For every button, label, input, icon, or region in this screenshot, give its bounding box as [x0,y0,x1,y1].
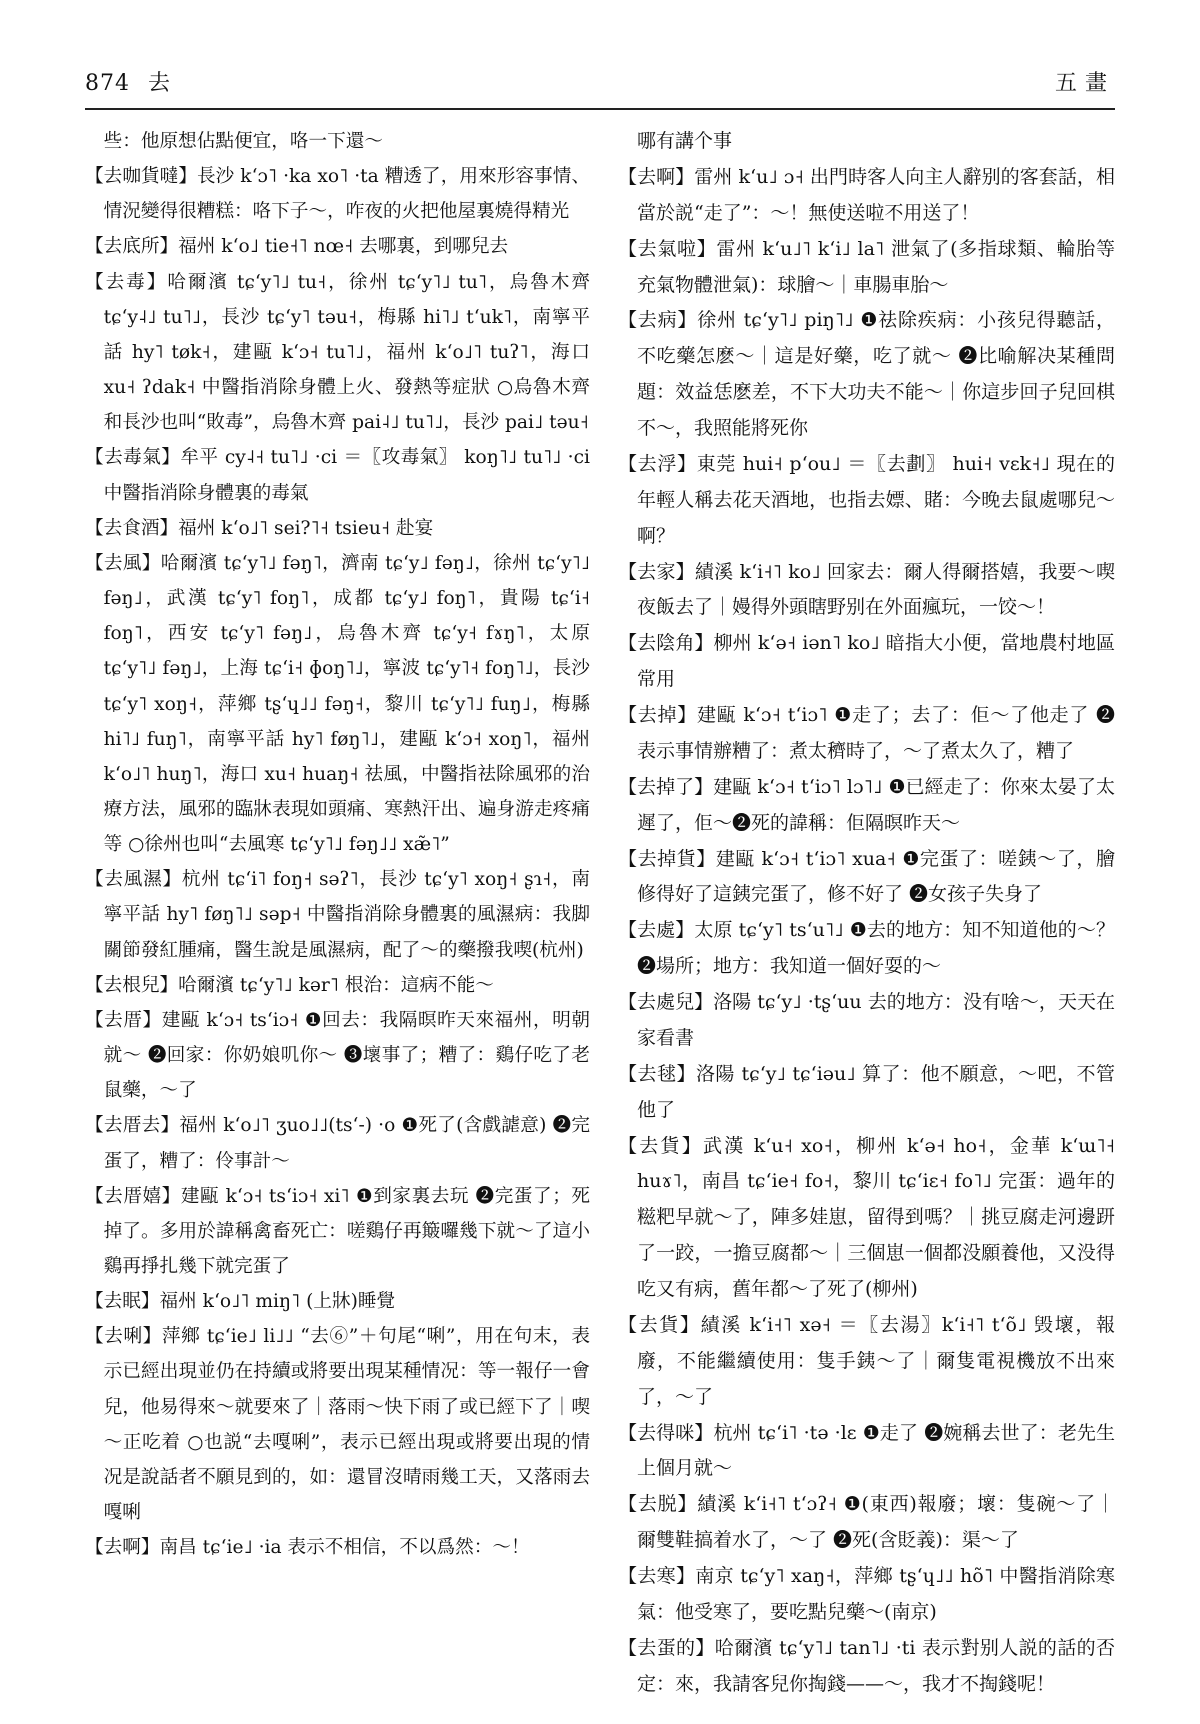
right-column [618,124,1115,1703]
dictionary-entry: 【去掉了】建甌 kʻɔ˧ tʻiɔ˥ lɔ˥˩ ❶已經走了：你來太晏了太遲了，佢～❷死的諱稱：佢隔暝昨天～ [618,775,1115,834]
dictionary-entry: 【去食酒】福州 kʻo˩˥ sei?˥˧ tsieu˧ 赴宴 [85,517,434,539]
page-header [85,66,1115,106]
dictionary-entry: 【去處】太原 tɕʻy˥ tsʻu˥˩ ❶去的地方：知不知道他的～？ ❷場所；地方：我知道一個好耍的～ [618,919,1115,978]
dictionary-entry: 【去毒】哈爾濱 tɕʻy˥˩ tu˧，徐州 tɕʻy˥˩ tu˥，烏魯木齊 tɕʻy˨˩ tu˥˩，長沙 tɕʻy˥ təu˧，梅縣 hi˥˩ tʻuk˥，南寧平話 hy˥ tøk˧，建甌 kʻɔ˧ tu˥˩，福州 kʻo˩˥ tuʔ˥，海口 xu˧ ʔdak˧ 中醫指消除身體上火、發熱等症狀 ○烏魯木齊和長沙也叫“敗毒”，烏魯木齊 pai˨˩ tu˥˩，長沙 pai˩ təu˧ [85,271,590,434]
dictionary-entry: 【去啊】雷州 kʻu˩ ɔ˧ 出門時客人向主人辭别的客套話，相當於説“走了”：～！無使送啦不用送了！ [618,165,1115,224]
dictionary-entry: 【去得咪】杭州 tɕʻi˥ ·tə ·lɛ ❶走了 ❷婉稱去世了：老先生上個月就～ [618,1421,1115,1480]
dictionary-entry: 些：他原想佔點便宜，咯一下還～ [103,131,384,152]
dictionary-entry: 【去厝】建甌 kʻɔ˧ tsʻiɔ˧ ❶回去：我隔暝昨天來福州，明朝就～ ❷回家：你奶娘叽你～ ❸壞事了；糟了：鷄仔吃了老鼠藥，～了 [85,1009,590,1102]
dictionary-entry: 【去厝嬉】建甌 kʻɔ˧ tsʻiɔ˧ xi˥ ❶到家裏去玩 ❷完蛋了；死掉了。多用於諱稱禽畜死亡：嗟鷄仔再簸囉幾下就～了這小鷄再掙扎幾下就完蛋了 [85,1185,590,1277]
dictionary-entry: 【去浮】東莞 hui˧ pʻou˩ ＝〖去劃〗 hui˧ vɛk˧˩ 現在的年輕人稱去花天酒地，也指去嫖、賭：今晚去鼠處哪兒～啊？ [618,452,1115,547]
header-rule [85,108,1115,110]
dictionary-entry: 【去貨】績溪 kʻi˧˥ xə˧ ＝〖去湯〗kʻi˧˥ tʻõ˩ 毁壞，報廢，不能繼續使用：隻手銕～了｜爾隻電視機放不出來了，～了 [618,1313,1115,1408]
dictionary-entry: 【去啊】南昌 tɕʻie˩ ·ia 表示不相信，不以爲然：～！ [85,1537,530,1559]
dictionary-entry: 【去家】績溪 kʻi˧˥ ko˩ 回家去：爾人得爾搭嬉，我要～喫夜飯去了｜嫚得外頭瞎野别在外面瘋玩，一饺～！ [618,560,1115,619]
header-radical: 去 [148,71,172,96]
dictionary-entry: 【去掉貨】建甌 kʻɔ˧ tʻiɔ˥ xua˧ ❶完蛋了：嗟銕～了，膾修得好了這銕完蛋了，修不好了 ❷女孩子失身了 [618,847,1115,906]
dictionary-entry: 【去處兒】洛陽 tɕʻy˩ ·tʂʻuu 去的地方：没有啥～，天天在家看書 [618,991,1115,1049]
dictionary-entry: 哪有講个事 [637,130,733,152]
dictionary-entry: 【去風】哈爾濱 tɕʻy˥˩ fəŋ˥，濟南 tɕʻy˩ fəŋ˩，徐州 tɕʻy˥˩ fəŋ˩，武漢 tɕʻy˥ foŋ˥，成都 tɕʻy˩ foŋ˥，貴陽 tɕʻi˧ foŋ˥，西安 tɕʻy˥ fəŋ˩，烏魯木齊 tɕʻy˧ fɤŋ˥，太原 tɕʻy˥˩ fəŋ˩，上海 tɕʻi˧ ɸoŋ˥˩，寧波 tɕʻy˥˧ foŋ˥˩，長沙 tɕʻy˥ xoŋ˧，萍鄉 tʂʻɥ˩˩ fəŋ˧，黎川 tɕʻy˥˩ fuŋ˩，梅縣 hi˥˩ fuŋ˥，南寧平話 hy˥ føŋ˥˩，建甌 kʻɔ˧ xoŋ˥，福州 kʻo˩˥ huŋ˥，海口 xu˧ huaŋ˧ 祛風，中醫指祛除風邪的治療方法，風邪的臨牀表現如頭痛、寒熱汗出、遍身游走疼痛等 ○徐州也叫“去風寒 tɕʻy˥˩ fəŋ˩˩ xæ̃˥” [85,552,590,856]
dictionary-entry: 【去底所】福州 kʻo˩ tie˧˥ nœ˧ 去哪裏，到哪兒去 [85,236,509,258]
dictionary-entry: 【去根兒】哈爾濱 tɕʻy˥˩ kər˥ 根治：這病不能～ [85,974,494,996]
dictionary-entry: 【去唎】萍鄉 tɕʻie˩ li˩˩ “去⑥”＋句尾“唎”，用在句末，表示已經出現並仍在持續或將要出現某種情况：等一報仔一會兒，他易得來～就要來了｜落雨～快下雨了或已經下了｜喫～正吃着 ○也説“去嘎唎”，表示已經出現或將要出現的情况是說話者不願見到的，如：還冒沒晴雨幾工天，又落雨去嘎唎 [85,1326,590,1524]
left-column [85,124,590,1565]
dictionary-entry: 【去眠】福州 kʻo˩˥ miŋ˥ (上牀)睡覺 [85,1291,396,1313]
dictionary-entry: 【去氣啦】雷州 kʻu˩˥ kʻi˩ la˥ 泄氣了(多指球類、輪胎等充氣物體泄氣)：球膾～｜車腸車胎～ [618,237,1115,296]
dictionary-entry: 【去掉】建甌 kʻɔ˧ tʻiɔ˥ ❶走了；去了：佢～了他走了 ❷表示事情辦糟了：煮太穧時了，～了煮太久了，糟了 [618,704,1115,762]
dictionary-entry: 【去咖貨噠】長沙 kʻɔ˥ ·ka xo˥ ·ta 糟透了，用來形容事情、情況變得很糟糕：咯下子～，咋夜的火把他屋裏燒得精光 [85,166,590,223]
dictionary-entry: 【去脱】績溪 kʻi˧˥ tʻɔʔ˧ ❶(東西)報廢；壞：隻碗～了｜爾雙鞋搞着水了，～了 ❷死(含貶義)：渠～了 [618,1493,1115,1552]
dictionary-entry: 【去病】徐州 tɕʻy˥˩ piŋ˥˩ ❶祛除疾病：小孩兒得聽話，不吃藥怎麽～｜這是好藥，吃了就～ ❷比喻解决某種問題：效益恁麽差，不下大功夫不能～｜你這步回子兒回棋不～，我照能將死你 [618,309,1115,439]
dictionary-entry: 【去厝去】福州 kʻo˩˥ ʒuo˩˩(tsʻ-) ·o ❶死了(含戲謔意) ❷完蛋了，糟了：伶事計～ [85,1115,590,1172]
dictionary-entry: 【去毒氣】牟平 cy˨˧ tu˥˩ ·ci ＝〖攻毒氣〗 koŋ˥˩ tu˥˩ ·ci 中醫指消除身體裏的毒氣 [85,447,590,504]
dictionary-entry: 【去貨】武漢 kʻu˧ xo˧，柳州 kʻə˧ ho˧，金華 kʻɯ˥˧ huɤ˥，南昌 tɕʻie˧ fo˧，黎川 tɕʻiɛ˧ fo˥˩ 完蛋：過年的糍粑早就～了，陣多娃崽，留得到嗎？｜挑豆腐走河邊趼了一跤，一擔豆腐都～｜三個崽一個都没願養他，又没得吃又有病，舊年都～了死了(柳州) [618,1134,1115,1300]
dictionary-entry: 【去毬】洛陽 tɕʻy˩ tɕʻiəu˩ 算了：他不願意，～吧，不管他了 [618,1062,1115,1121]
dictionary-entry: 【去陰角】柳州 kʻə˧ iən˥ ko˩ 暗指大小便，當地農村地區常用 [618,632,1115,691]
page-number: 874 [85,71,130,96]
dictionary-entry: 【去蛋的】哈爾濱 tɕʻy˥˩ tan˥˩ ·ti 表示對别人説的話的否定：來，我請客兒你掏錢——～，我才不掏錢呢！ [618,1636,1115,1695]
dictionary-entry: 【去寒】南京 tɕʻy˥ xaŋ˧，萍鄉 tʂʻɥ˩˩ hõ˥ 中醫指消除寒氣：他受寒了，要吃點兒藥～(南京) [618,1565,1115,1623]
dictionary-entry: 【去風濕】杭州 tɕʻi˥ foŋ˧ səʔ˥，長沙 tɕʻy˥ xoŋ˧ ʂɿ˧，南寧平話 hy˥ føŋ˥˩ səp˧ 中醫指消除身體裏的風濕病：我脚關節發紅腫痛，醫生說是風濕病，配了～的藥撥我喫(杭州) [85,869,590,961]
header-section: 五畫 [1054,71,1115,96]
page-header-left [85,66,171,97]
